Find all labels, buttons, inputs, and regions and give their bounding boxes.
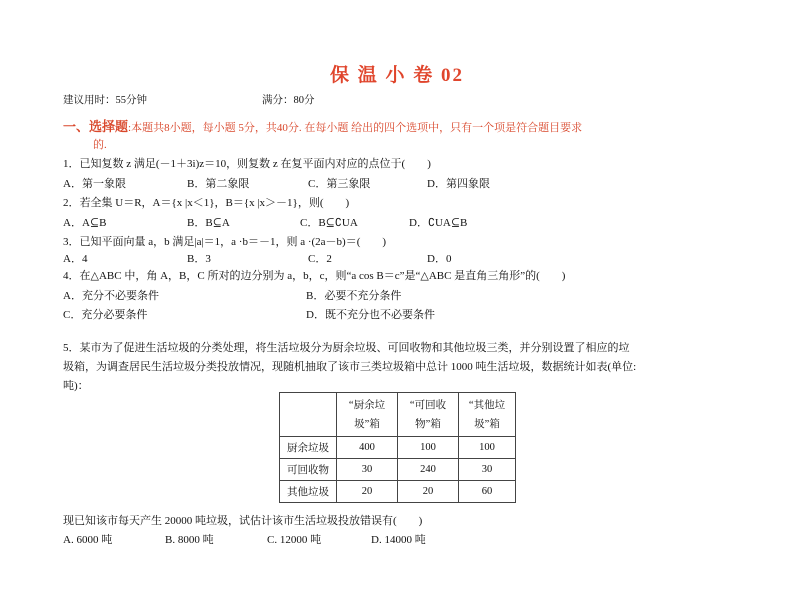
question-5-line-3: 吨)： — [63, 380, 89, 392]
table-cell: 30 — [459, 459, 516, 481]
q1-option-c: C．第三象限 — [308, 178, 371, 190]
page-title: 保 温 小 卷 02 — [329, 65, 464, 86]
q2-option-b: B．B⊆A — [187, 217, 230, 229]
table-corner-cell — [280, 393, 337, 437]
table-cell: 100 — [398, 437, 459, 459]
q3-option-c: C．2 — [308, 253, 332, 265]
table-cell: 20 — [337, 481, 398, 503]
q2-option-c: C．B⊆∁UA — [300, 217, 358, 229]
row-label: 其他垃圾 — [280, 481, 337, 503]
question-4-stem: 4．在△ABC 中，角 A，B，C 所对的边分别为 a，b，c，则“a cos B＝c”是“△ABC 是直角三角形”的( ) — [63, 270, 566, 282]
row-label: 可回收物 — [280, 459, 337, 481]
table-cell: 60 — [459, 481, 516, 503]
table-cell: 240 — [398, 459, 459, 481]
q3-option-d: D．0 — [427, 253, 452, 265]
q5-option-c: C. 12000 吨 — [267, 534, 322, 546]
q2-option-d: D．∁UA⊆B — [409, 217, 468, 229]
question-5-line-2: 圾箱，为调查居民生活垃圾分类投放情况，现随机抽取了该市三类垃圾箱中总计 1000 吨生活垃圾，数据统计如表(单位: — [63, 361, 637, 373]
q4-option-b: B．必要不充分条件 — [306, 290, 402, 302]
question-5-line-1: 5．某市为了促进生活垃圾的分类处理，将生活垃圾分为厨余垃圾、可回收物和其他垃圾三类，并分别设置了相应的垃 — [63, 342, 630, 354]
table-cell: 100 — [459, 437, 516, 459]
question-1-stem: 1．已知复数 z 满足(－1＋3i)z＝10，则复数 z 在复平面内对应的点位于( ) — [63, 158, 431, 170]
q4-option-c: C．充分必要条件 — [63, 309, 148, 321]
table-row — [280, 459, 516, 481]
table-row — [280, 481, 516, 503]
q1-option-d: D．第四象限 — [427, 178, 490, 190]
section-heading — [63, 116, 582, 136]
table-header-cell: “可回收 物”箱 — [398, 393, 459, 437]
section-title: 一、选择题 — [63, 119, 129, 134]
question-5-prompt: 现已知该市每天产生 20000 吨垃圾，试估计该市生活垃圾投放错误有( ) — [63, 515, 423, 527]
suggested-time: 建议用时：55分钟 — [63, 95, 147, 106]
table-header-row — [280, 393, 516, 437]
row-label: 厨余垃圾 — [280, 437, 337, 459]
q5-option-a: A. 6000 吨 — [63, 534, 113, 546]
table-row — [280, 437, 516, 459]
table-header-cell: “其他垃 圾”箱 — [459, 393, 516, 437]
table-header-cell: “厨余垃 圾”箱 — [337, 393, 398, 437]
q1-option-b: B．第二象限 — [187, 178, 250, 190]
q4-option-d: D．既不充分也不必要条件 — [306, 309, 435, 321]
question-3-stem: 3．已知平面向量 a，b 满足|a|＝1，a ·b＝－1，则 a ·(2a－b)＝( ) — [63, 236, 387, 248]
garbage-data-table — [279, 392, 516, 503]
q5-option-b: B. 8000 吨 — [165, 534, 214, 546]
q3-option-b: B．3 — [187, 253, 211, 265]
section-description-cont: 的. — [93, 139, 107, 151]
q5-option-d: D. 14000 吨 — [371, 534, 426, 546]
q1-option-a: A．第一象限 — [63, 178, 126, 190]
table-cell: 30 — [337, 459, 398, 481]
section-description: :本题共8小题，每小题 5分，共40分. 在每小题 给出的四个选项中，只有一个项是符合题目要求 — [128, 122, 583, 134]
question-2-stem: 2．若全集 U＝R，A＝{x |x＜1}，B＝{x |x＞－1}，则( ) — [63, 197, 350, 209]
table-cell: 20 — [398, 481, 459, 503]
q4-option-a: A．充分不必要条件 — [63, 290, 159, 302]
q3-option-a: A．4 — [63, 253, 88, 265]
table-cell: 400 — [337, 437, 398, 459]
full-score: 满分：80分 — [262, 95, 315, 106]
q2-option-a: A．A⊆B — [63, 217, 107, 229]
